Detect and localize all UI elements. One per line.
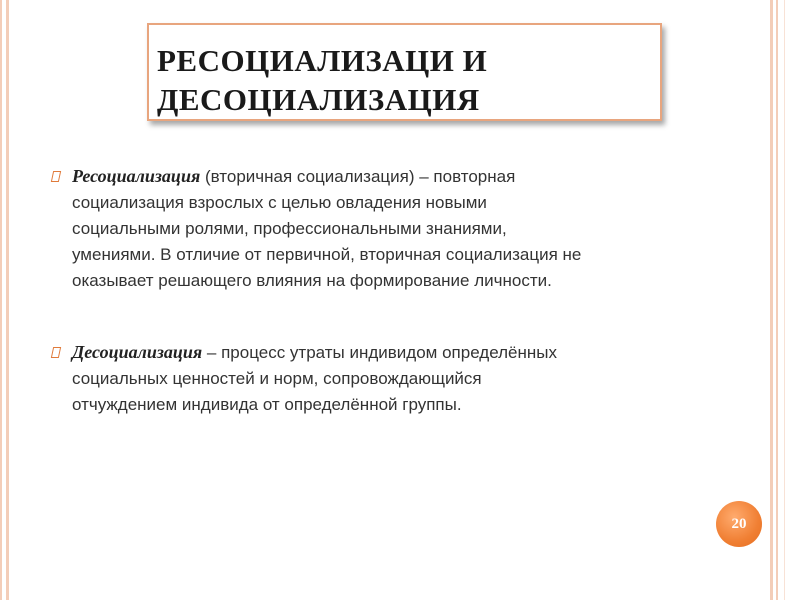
paragraph-line: отчуждением индивида от определённой группы. bbox=[72, 395, 462, 414]
slide-title bbox=[157, 41, 487, 119]
paragraph-line bbox=[72, 339, 712, 366]
paragraph-line: умениями. В отличие от первичной, вторичная социализация не bbox=[72, 245, 582, 264]
title-box bbox=[147, 23, 662, 121]
paragraph-line: оказывает решающего влияния на формирование личности. bbox=[72, 271, 552, 290]
paragraph-line: социальных ценностей и норм, сопровождающийся bbox=[72, 369, 482, 388]
bullet-icon bbox=[51, 347, 61, 358]
slide-title-line-2: ДЕСОЦИАЛИЗАЦИЯ bbox=[157, 82, 480, 117]
term-resocialization: Ресоциализация bbox=[72, 166, 201, 186]
bullet-icon bbox=[51, 171, 61, 182]
page-number-badge: 20 bbox=[716, 501, 762, 547]
left-decorative-stripe bbox=[0, 0, 2, 600]
paragraph-line: социализация взрослых с целью овладения новыми bbox=[72, 193, 487, 212]
slide-title-line-1: РЕСОЦИАЛИЗАЦИ И bbox=[157, 43, 488, 78]
right-decorative-stripe bbox=[770, 0, 773, 600]
right-decorative-stripe bbox=[784, 0, 785, 600]
definition-text: – процесс утраты индивидом определённых bbox=[202, 343, 557, 362]
paragraph-line bbox=[72, 163, 712, 190]
left-decorative-stripe bbox=[6, 0, 9, 600]
term-desocialization: Десоциализация bbox=[72, 342, 203, 362]
paragraph-line: социальными ролями, профессиональными знаниями, bbox=[72, 219, 507, 238]
definition-text: (вторичная социализация) – повторная bbox=[200, 167, 516, 186]
right-decorative-stripe bbox=[776, 0, 778, 600]
paragraph-desocialization bbox=[72, 339, 712, 418]
paragraph-resocialization bbox=[72, 163, 712, 294]
